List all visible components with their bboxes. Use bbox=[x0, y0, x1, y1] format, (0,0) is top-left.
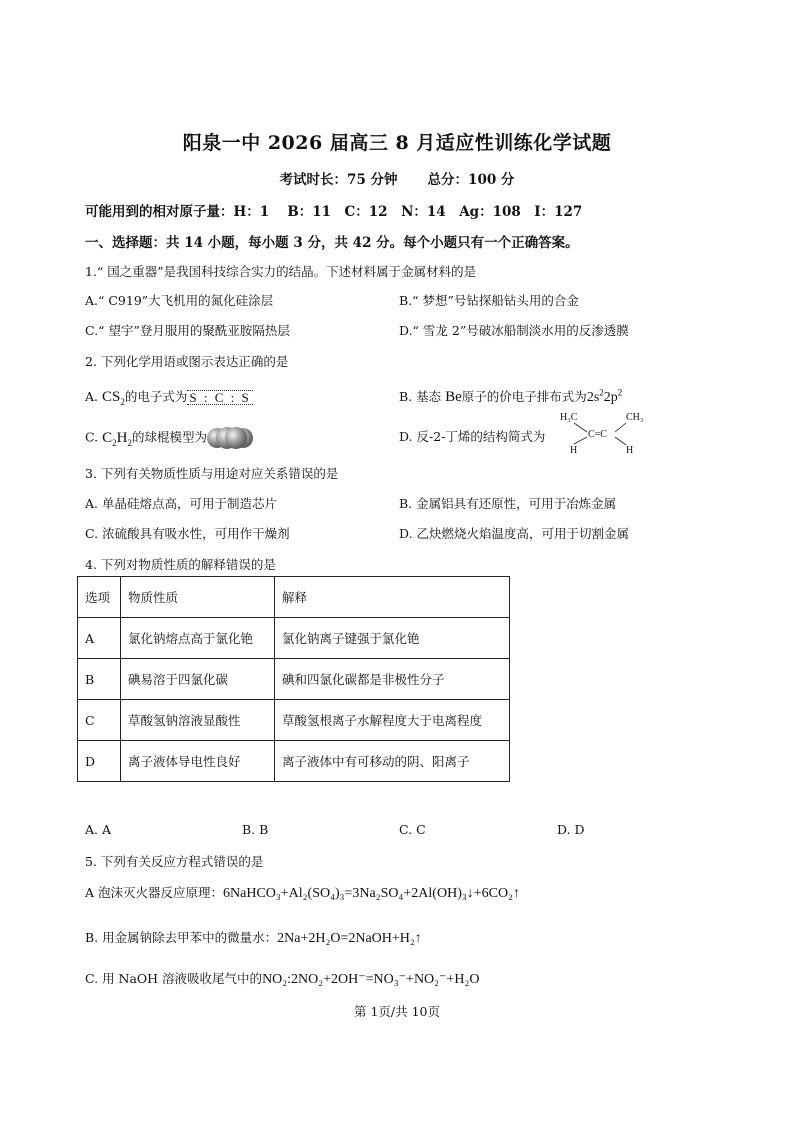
q3-option-c: C. 浓硫酸具有吸水性，可用作干燥剂 bbox=[85, 526, 290, 541]
table-cell: 碘易溶于四氯化碳 bbox=[121, 659, 275, 700]
table-row bbox=[78, 700, 510, 741]
q3-option-a: A. 单晶硅熔点高，可用于制造芯片 bbox=[85, 496, 277, 511]
table-cell: A bbox=[78, 618, 121, 659]
cs2-lewis-structure: S : C : S bbox=[189, 390, 251, 405]
q2-stem: 2. 下列化学用语或图示表达正确的是 bbox=[85, 354, 289, 369]
table-cell: 草酸氢钠溶液显酸性 bbox=[121, 700, 275, 741]
q5-option-b: B. 用金属钠除去甲苯中的微量水：2Na+2H₂O=2NaOH+H₂↑ bbox=[85, 930, 422, 946]
q2-option-a: A. $CS_2$的电子式为 S : C : S bbox=[85, 389, 251, 407]
table-cell: 离子液体导电性良好 bbox=[121, 741, 275, 782]
page-footer: 第 1页/共 10页 bbox=[353, 1004, 441, 1019]
table-cell: 碘和四氯化碳都是非极性分子 bbox=[275, 659, 510, 700]
trans-2-butene-structure: H₃C CH₃ C=C H H bbox=[560, 412, 644, 456]
q4-table bbox=[77, 576, 510, 782]
table-row bbox=[78, 618, 510, 659]
table-cell: C bbox=[78, 700, 121, 741]
table-cell: B bbox=[78, 659, 121, 700]
table-cell: D bbox=[78, 741, 121, 782]
q3-option-d: D. 乙炔燃烧火焰温度高，可用于切割金属 bbox=[399, 526, 630, 541]
q4-option-b: B. B bbox=[242, 822, 269, 837]
q4-option-c: C. C bbox=[399, 822, 426, 837]
q1-option-d: D.“ 雪龙 2”号破冰船制淡水用的反渗透膜 bbox=[399, 323, 629, 338]
q1-stem: 1.“ 国之重器”是我国科技综合实力的结晶。下述材料属于金属材料的是 bbox=[85, 264, 477, 279]
table-cell: 离子液体中有可移动的阴、阳离子 bbox=[275, 741, 510, 782]
q1-option-b: B.“ 梦想”号钻探船钻头用的合金 bbox=[399, 293, 579, 308]
exam-total-score: 总分：100 分 bbox=[427, 172, 515, 188]
q4-option-a: A. A bbox=[85, 822, 112, 837]
table-row bbox=[78, 741, 510, 782]
q4-stem: 4. 下列对物质性质的解释错误的是 bbox=[85, 557, 276, 572]
table-row bbox=[78, 659, 510, 700]
c2h2-ball-stick-model bbox=[207, 427, 255, 449]
table-header-cell: 选项 bbox=[78, 577, 121, 618]
q4-option-d: D. D bbox=[557, 822, 585, 837]
q3-option-b: B. 金属铝具有还原性，可用于冶炼金属 bbox=[399, 496, 617, 511]
q2-option-c: C. $C_2H_2$的球棍模型为 bbox=[85, 427, 255, 449]
q5-equation-c: NO₂:2NO₂+2OH⁻=NO₃⁻+NO₂⁻+H₂O bbox=[262, 972, 480, 987]
table-cell: 氯化钠熔点高于氯化铯 bbox=[121, 618, 275, 659]
q2-option-b: B. 基态 Be原子的价电子排布式为$2s^22p^2$ bbox=[399, 387, 623, 405]
atomic-masses: 可能用到的相对原子量：H：1 B：11 C：12 N：14 Ag：108 I：127 bbox=[85, 204, 583, 220]
exam-duration: 考试时长：75 分钟 bbox=[279, 172, 398, 188]
table-cell: 氯化钠离子键强于氯化铯 bbox=[275, 618, 510, 659]
q5-equation-b: 2Na+2H₂O=2NaOH+H₂↑ bbox=[277, 931, 422, 946]
q5-equation-a: 6NaHCO₃+Al₂(SO₄)₃=3Na₂SO₄+2Al(OH)₃↓+6CO₂↑ bbox=[223, 886, 520, 901]
table-cell: 草酸氢根离子水解程度大于电离程度 bbox=[275, 700, 510, 741]
table-header-cell: 解释 bbox=[275, 577, 510, 618]
q5-stem: 5. 下列有关反应方程式错误的是 bbox=[85, 854, 264, 869]
exam-title: 阳泉一中 2026 届高三 8 月适应性训练化学试题 bbox=[182, 132, 612, 154]
q1-option-a: A.“ C919”大飞机用的氮化硅涂层 bbox=[85, 293, 274, 308]
section-heading: 一、选择题：共 14 小题，每小题 3 分，共 42 分。每个小题只有一个正确答案。 bbox=[85, 235, 579, 251]
q1-option-c: C.“ 望宇”登月服用的聚酰亚胺隔热层 bbox=[85, 323, 290, 338]
q3-stem: 3. 下列有关物质性质与用途对应关系错误的是 bbox=[85, 466, 339, 481]
table-header-cell: 物质性质 bbox=[121, 577, 275, 618]
q5-option-c: C. 用 NaOH 溶液吸收尾气中的NO₂:2NO₂+2OH⁻=NO₃⁻+NO₂⁻+H₂O bbox=[85, 971, 480, 987]
table-header-row bbox=[78, 577, 510, 618]
q2-option-d: D. 反-2-丁烯的结构简式为 bbox=[399, 429, 546, 444]
q5-option-a: A 泡沫灭火器反应原理：6NaHCO₃+Al₂(SO₄)₃=3Na₂SO₄+2Al(OH)₃↓+6CO₂↑ bbox=[85, 885, 520, 901]
exam-subtitle bbox=[0, 168, 794, 188]
